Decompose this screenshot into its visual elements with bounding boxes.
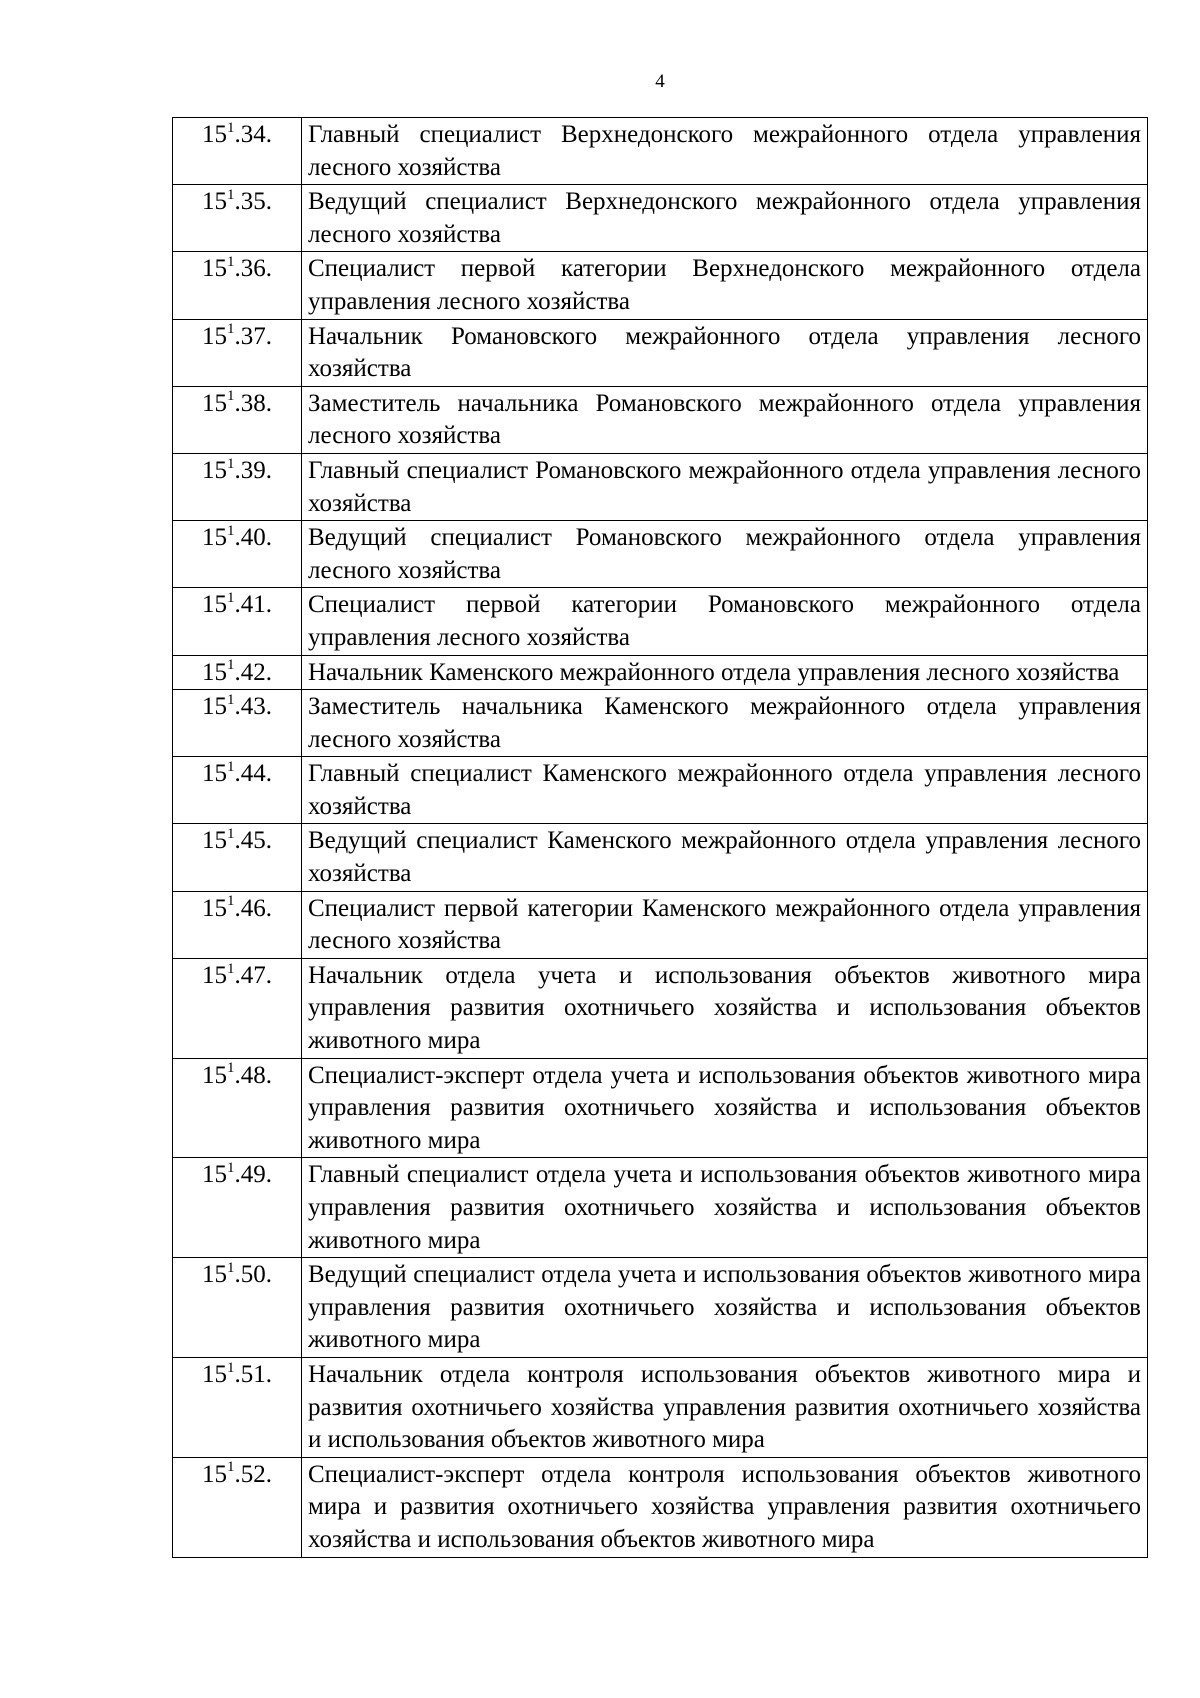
row-number-cell (173, 655, 302, 690)
row-number-superscript: 1 (227, 1060, 235, 1077)
row-number-superscript: 1 (227, 691, 235, 708)
positions-table-body (173, 118, 1148, 1558)
row-number-superscript: 1 (227, 119, 235, 136)
row-number-suffix: .41. (234, 591, 272, 619)
row-number-suffix: .34. (234, 121, 272, 148)
row-number-cell (173, 891, 302, 958)
row-number-cell (173, 1457, 302, 1557)
table-row (173, 118, 1148, 185)
row-number (202, 1261, 272, 1288)
row-text: Главный специалист Каменского межрайонного отдела управления лесного хозяйства (302, 757, 1148, 824)
row-number-suffix: .42. (234, 658, 272, 686)
row-number-suffix: .50. (234, 1261, 272, 1289)
row-number-suffix: .49. (234, 1161, 272, 1189)
row-number-superscript: 1 (227, 1259, 235, 1276)
row-number-cell (173, 185, 302, 252)
row-number (202, 323, 272, 350)
row-number-suffix: .38. (234, 389, 272, 417)
row-number (202, 1461, 272, 1488)
table-row (173, 386, 1148, 453)
row-number-suffix: .43. (234, 693, 272, 721)
table-row (173, 958, 1148, 1058)
table-row (173, 824, 1148, 891)
row-number-base: 15 (202, 1061, 227, 1089)
row-text: Начальник отдела контроля использования объектов животного мира и развития охотничьего хозяйства управления развития охотничьего хозяйства и использования объектов животного мира (302, 1357, 1148, 1457)
row-number-suffix: .48. (234, 1061, 272, 1089)
row-number-cell (173, 1258, 302, 1358)
row-number-suffix: .52. (234, 1460, 272, 1488)
row-number (202, 962, 272, 989)
row-text: Начальник отдела учета и использования объектов животного мира управления развития охотничьего хозяйства и использования объектов животного мира (302, 958, 1148, 1058)
table-row (173, 319, 1148, 386)
row-number (202, 659, 272, 686)
row-number (202, 390, 272, 417)
table-row (173, 1457, 1148, 1557)
row-text: Ведущий специалист Верхнедонского межрайонного отдела управления лесного хозяйства (302, 185, 1148, 252)
row-number-suffix: .36. (234, 255, 272, 283)
row-number-superscript: 1 (227, 254, 235, 271)
row-number-suffix: .37. (234, 322, 272, 350)
row-number-base: 15 (202, 1161, 227, 1189)
row-number-superscript: 1 (227, 522, 235, 539)
row-number (202, 188, 272, 215)
row-number-cell (173, 757, 302, 824)
row-number-base: 15 (202, 658, 227, 686)
row-text: Специалист первой категории Верхнедонского межрайонного отдела управления лесного хозяйства (302, 252, 1148, 319)
row-number-base: 15 (202, 760, 227, 788)
row-text: Начальник Каменского межрайонного отдела управления лесного хозяйства (302, 655, 1148, 690)
table-row (173, 1258, 1148, 1358)
row-number-cell (173, 824, 302, 891)
table-row (173, 521, 1148, 588)
row-number-base: 15 (202, 121, 227, 148)
table-row (173, 588, 1148, 655)
row-text: Главный специалист Романовского межрайонного отдела управления лесного хозяйства (302, 453, 1148, 520)
row-number-cell (173, 521, 302, 588)
table-row (173, 1158, 1148, 1258)
row-number-base: 15 (202, 961, 227, 989)
table-row (173, 891, 1148, 958)
row-text: Ведущий специалист отдела учета и использования объектов животного мира управления развития охотничьего хозяйства и использования объектов животного мира (302, 1258, 1148, 1358)
row-number (202, 1161, 272, 1188)
table-row (173, 453, 1148, 520)
row-text: Специалист первой категории Романовского межрайонного отдела управления лесного хозяйства (302, 588, 1148, 655)
row-number-superscript: 1 (227, 893, 235, 910)
row-number-base: 15 (202, 894, 227, 922)
row-number-superscript: 1 (227, 1359, 235, 1376)
row-number-base: 15 (202, 188, 227, 216)
row-text: Начальник Романовского межрайонного отдела управления лесного хозяйства (302, 319, 1148, 386)
row-number-cell (173, 958, 302, 1058)
row-number-cell (173, 1357, 302, 1457)
row-number-base: 15 (202, 389, 227, 417)
row-number-cell (173, 1058, 302, 1158)
row-number-cell (173, 588, 302, 655)
row-number-suffix: .46. (234, 894, 272, 922)
row-number-base: 15 (202, 693, 227, 721)
row-number (202, 895, 272, 922)
row-text: Специалист-эксперт отдела учета и использования объектов животного мира управления развития охотничьего хозяйства и использования объектов животного мира (302, 1058, 1148, 1158)
row-number-superscript: 1 (227, 589, 235, 606)
table-row (173, 252, 1148, 319)
row-number-base: 15 (202, 1360, 227, 1388)
table-row (173, 1357, 1148, 1457)
row-number-suffix: .39. (234, 456, 272, 484)
table-row (173, 1058, 1148, 1158)
row-number-cell (173, 1158, 302, 1258)
row-number-base: 15 (202, 827, 227, 855)
row-number-base: 15 (202, 456, 227, 484)
row-number-suffix: .47. (234, 961, 272, 989)
row-number (202, 457, 272, 484)
row-number-superscript: 1 (227, 960, 235, 977)
row-number-base: 15 (202, 524, 227, 552)
positions-table (172, 117, 1148, 1558)
row-number-suffix: .44. (234, 760, 272, 788)
row-number-suffix: .45. (234, 827, 272, 855)
row-number-superscript: 1 (227, 186, 235, 203)
row-number-base: 15 (202, 591, 227, 619)
row-number (202, 1361, 272, 1388)
row-number (202, 524, 272, 551)
row-number-superscript: 1 (227, 388, 235, 405)
row-text: Специалист первой категории Каменского межрайонного отдела управления лесного хозяйства (302, 891, 1148, 958)
row-text: Ведущий специалист Романовского межрайонного отдела управления лесного хозяйства (302, 521, 1148, 588)
row-number-suffix: .35. (234, 188, 272, 216)
row-text: Ведущий специалист Каменского межрайонного отдела управления лесного хозяйства (302, 824, 1148, 891)
row-number (202, 255, 272, 282)
row-number-base: 15 (202, 1261, 227, 1289)
row-text: Заместитель начальника Романовского межрайонного отдела управления лесного хозяйства (302, 386, 1148, 453)
row-text: Главный специалист Верхнедонского межрайонного отдела управления лесного хозяйства (302, 118, 1148, 185)
row-number-cell (173, 118, 302, 185)
row-number-cell (173, 690, 302, 757)
table-row (173, 185, 1148, 252)
row-number-superscript: 1 (227, 321, 235, 338)
row-number-superscript: 1 (227, 1160, 235, 1177)
row-number (202, 1062, 272, 1089)
row-number (202, 693, 272, 720)
row-number-superscript: 1 (227, 826, 235, 843)
row-number-cell (173, 386, 302, 453)
row-number (202, 827, 272, 854)
row-number-base: 15 (202, 1460, 227, 1488)
row-number-superscript: 1 (227, 455, 235, 472)
page-number: 4 (655, 71, 665, 92)
row-number-superscript: 1 (227, 1459, 235, 1476)
row-number-superscript: 1 (227, 758, 235, 775)
row-number (202, 591, 272, 618)
row-number-suffix: .40. (234, 524, 272, 552)
row-number-cell (173, 252, 302, 319)
row-number-cell (173, 453, 302, 520)
row-number-cell (173, 319, 302, 386)
table-row (173, 690, 1148, 757)
row-number-suffix: .51. (234, 1360, 272, 1388)
row-text: Главный специалист отдела учета и использования объектов животного мира управления развития охотничьего хозяйства и использования объектов животного мира (302, 1158, 1148, 1258)
row-number (202, 121, 272, 148)
row-number (202, 760, 272, 787)
row-text: Заместитель начальника Каменского межрайонного отдела управления лесного хозяйства (302, 690, 1148, 757)
row-text: Специалист-эксперт отдела контроля использования объектов животного мира и развития охотничьего хозяйства управления развития охотничьего хозяйства и использования объектов животного мира (302, 1457, 1148, 1557)
row-number-superscript: 1 (227, 657, 235, 674)
table-row (173, 655, 1148, 690)
table-row (173, 757, 1148, 824)
row-number-base: 15 (202, 255, 227, 283)
row-number-base: 15 (202, 322, 227, 350)
